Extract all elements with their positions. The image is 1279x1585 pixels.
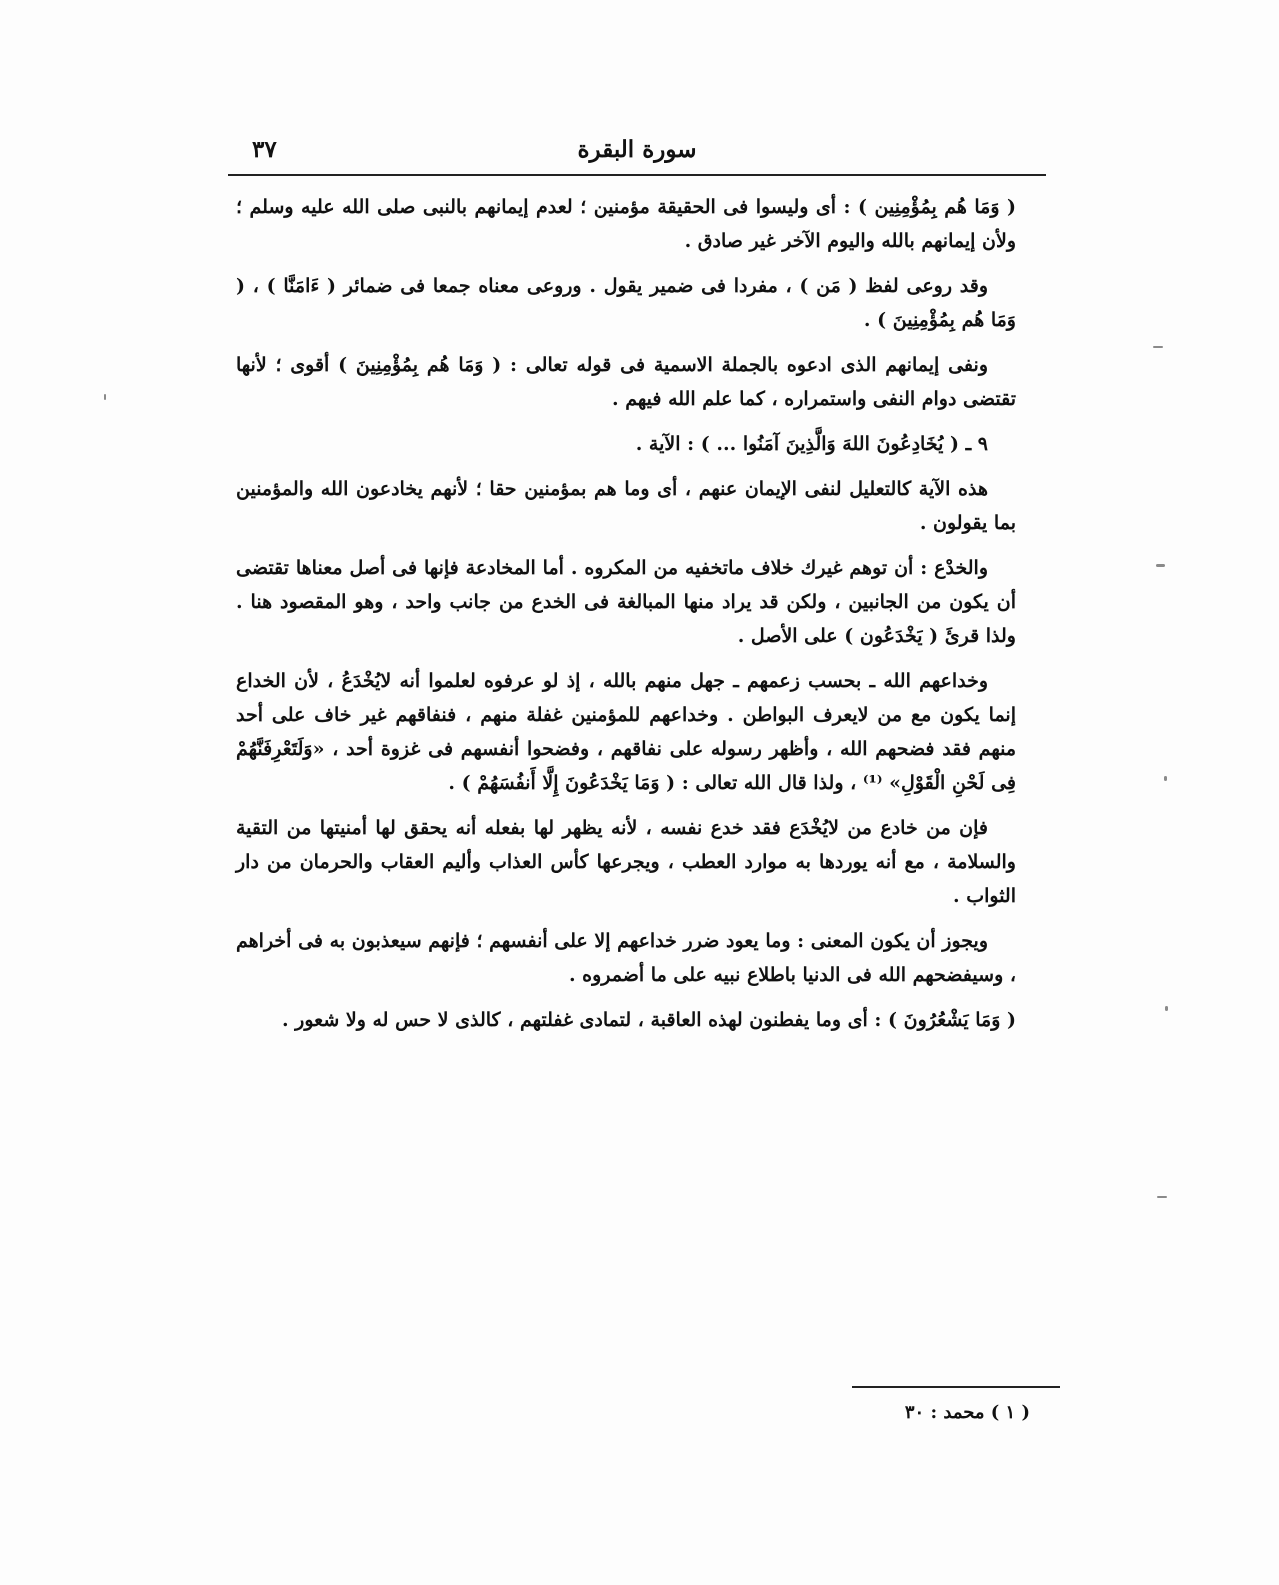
footnote-rule bbox=[852, 1386, 1060, 1388]
commentary-body bbox=[236, 190, 1016, 1048]
scan-speck bbox=[1164, 776, 1167, 781]
page-header bbox=[228, 132, 1046, 172]
footnote: ( ١ ) محمد : ٣٠ bbox=[904, 1402, 1030, 1423]
paragraph-8: فإن من خادع من لايُخْدَع فقد خدع نفسه ، لأنه يظهر لها بفعله أنه يحقق لها أمنيتها من التقية والسلامة ، مع أنه يوردها به موارد العطب ، ويجرعها كأس العذاب وأليم العقاب والحرمان من دار الثواب . bbox=[236, 817, 1016, 907]
page-number: ٣٧ bbox=[252, 136, 277, 163]
paragraph-2: وقد روعى لفظ ( مَن ) ، مفردا فى ضمير يقول . وروعى معناه جمعا فى ضمائر ( ءَامَنَّا ) ، ( وَمَا هُم بِمُؤْمِنِينَ ) . bbox=[236, 275, 1016, 331]
verse-heading-9: ٩ ـ ( يُخَادِعُونَ اللهَ وَالَّذِينَ آمَنُوا ... ) : الآية . bbox=[635, 433, 988, 455]
paragraph-1: ( وَمَا هُم بِمُؤْمِنِين ) : أى وليسوا فى الحقيقة مؤمنين ؛ لعدم إيمانهم بالنبى صلى الله عليه وسلم ؛ ولأن إيمانهم بالله واليوم الآخر غير صادق . bbox=[236, 196, 1016, 252]
paragraph-5: هذه الآية كالتعليل لنفى الإيمان عنهم ، أى وما هم بمؤمنين حقا ؛ لأنهم يخادعون الله والمؤمنين بما يقولون . bbox=[236, 478, 1016, 534]
header-rule bbox=[228, 174, 1046, 176]
scan-speck bbox=[1153, 346, 1163, 348]
sura-title: سورة البقرة bbox=[577, 136, 697, 163]
scan-speck bbox=[1156, 564, 1165, 567]
paragraph-3: ونفى إيمانهم الذى ادعوه بالجملة الاسمية فى قوله تعالى : ( وَمَا هُم بِمُؤْمِنِينَ ) أقوى ؛ لأنها تقتضى دوام النفى واستمراره ، كما علم الله فيهم . bbox=[236, 354, 1016, 410]
scan-speck bbox=[1165, 1006, 1168, 1011]
scan-speck bbox=[1157, 1196, 1167, 1198]
paragraph-10: ( وَمَا يَشْعُرُونَ ) : أى وما يفطنون لهذه العاقبة ، لتمادى غفلتهم ، كالذى لا حس له ولا شعور . bbox=[281, 1009, 1016, 1031]
paragraph-9: ويجوز أن يكون المعنى : وما يعود ضرر خداعهم إلا على أنفسهم ؛ فإنهم سيعذبون به فى أخراهم ، وسيفضحهم الله فى الدنيا باطلاع نبيه على ما أضمروه . bbox=[236, 930, 1016, 986]
scan-speck bbox=[104, 394, 106, 400]
paragraph-7: وخداعهم الله ـ بحسب زعمهم ـ جهل منهم بالله ، إذ لو عرفوه لعلموا أنه لايُخْدَعُ ، لأن الخداع إنما يكون مع من لايعرف البواطن . وخداعهم للمؤمنين غفلة منهم ، فنفاقهم غير خاف على أحد منهم فقد فضحهم الله ، وأظهر رسوله على نفاقهم ، وفضحوا أنفسهم فى غزوة أحد ، «وَلَتَعْرِفَنَّهُمْ فِى لَحْنِ الْقَوْلِ» ⁽¹⁾ ، ولذا قال الله تعالى : ( وَمَا يَخْدَعُونَ إِلَّا أَنفُسَهُمْ ) . bbox=[236, 670, 1016, 794]
paragraph-6: والخدْع : أن توهم غيرك خلاف ماتخفيه من المكروه . أما المخادعة فإنها فى أصل معناها تقتضى أن يكون من الجانبين ، ولكن قد يراد منها المبالغة فى الخدع من جانب واحد ، وهو المقصود هنا . ولذا قرئَ ( يَخْدَعُون ) على الأصل . bbox=[236, 557, 1016, 647]
